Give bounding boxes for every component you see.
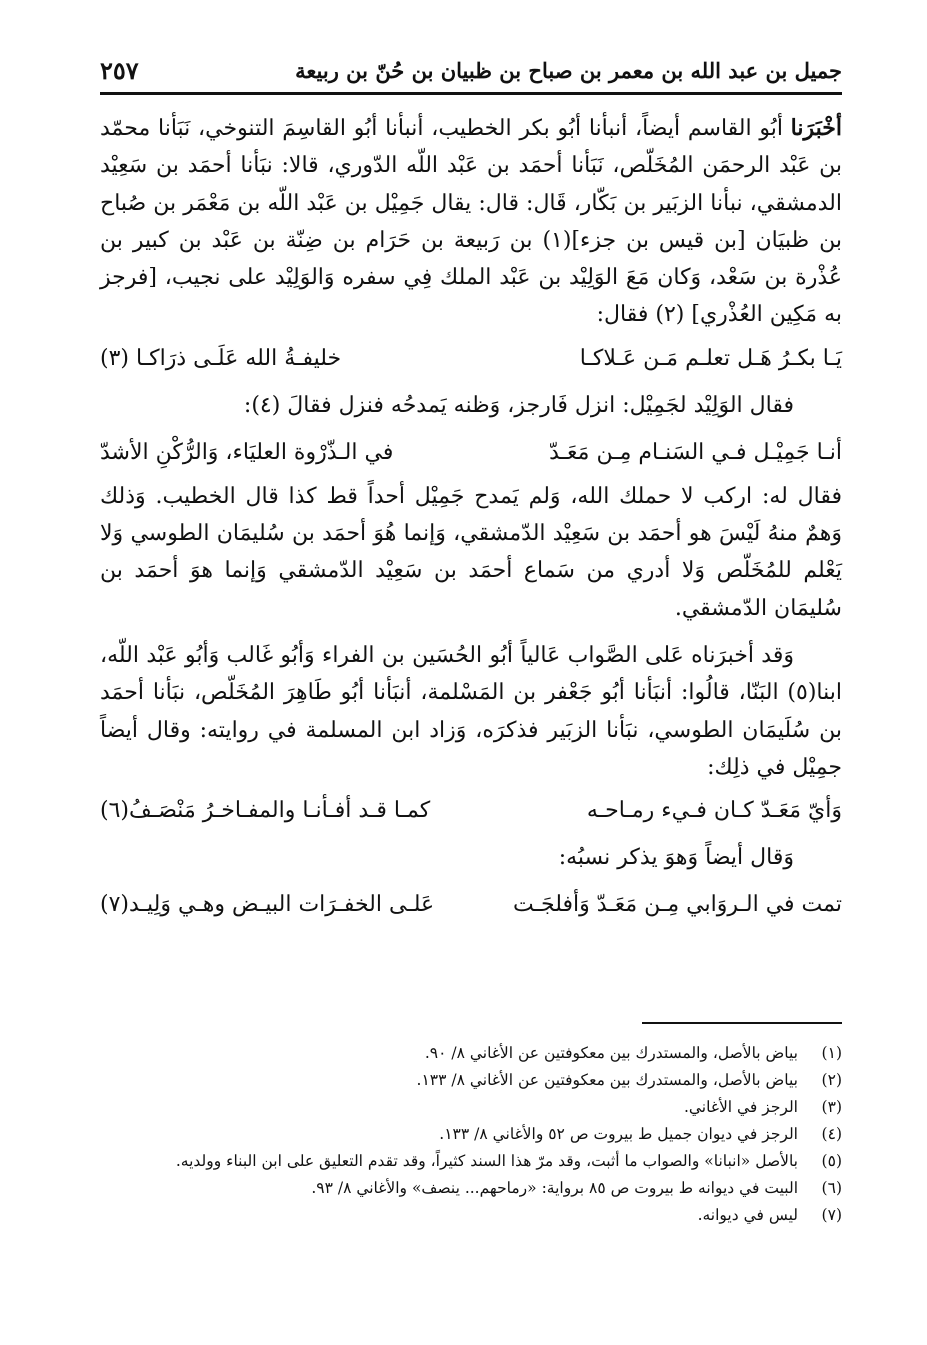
footnote [100, 1175, 842, 1202]
footnote [100, 1067, 842, 1094]
main-text [100, 110, 842, 930]
footnote [100, 1040, 842, 1067]
paragraph-4: وَقد أخبرَناه عَلى الصَّواب عَالياً أبُو الحُسَين بن الفراء وَأبُو غَالب وَأبُو عَبْد اللّه، ابنا(٥) البَنّا، قالُوا: أنبَأنا أبُو جَعْفر بن المَسْلمة، أنبَأنا أبُو طَاهِرَ المُخَلّص، نبَأنا أحمَد بن سُلَيمَان الطوسي، نبَأنا الزبَير فذكرَه، وَزاد ابن المسلمة في روايته: وقال أيضاً جمِيْل في ذلِك: [100, 642, 842, 780]
paragraph-1-text: أبُو القاسم أيضاً، أنبأنا أبُو بكر الخطيب، أنبأنا أبُو القاسِمَ التنوخي، نَبَأنا محمّد بن عَبْد الرحمَن المُخَلّص، نَبَأنا أحمَد بن عَبْد اللّه الدّوري، قالا: نبَأنا أحمَد بن سَعِيْد الدمشقي، نبأنا الزبَير بن بَكّار، قَال: قال: يقال جَمِيْل بن عَبْد اللّه بن مَعْمَر بن صُباح بن ظبيَان [بن قيس بن جزء](١) بن رَبيعة بن حَرَام بن ضِنّة بن عَبْد بن كبير بن عُذْرة بن سَعْد، وَكان مَعَ الوَلِيْد بن عَبْد الملك فِي سفره وَالوَلِيْد على نجيب، [فرجز به مَكِين العُذْري] (٢) فقال: [100, 116, 843, 328]
footnotes [100, 1040, 842, 1229]
footnote-number: (٤) [821, 1125, 842, 1143]
footnote [100, 1148, 842, 1175]
running-title: جميل بن عبد الله بن معمر بن صباح بن ظبيان بن حُنّ بن ربيعة [295, 58, 842, 83]
footnote-text: الرجز في الأغاني. [683, 1098, 798, 1116]
verse-1 [100, 336, 842, 382]
footnote-rule [642, 1022, 842, 1024]
footnote-text: الرجز في ديوان جميل ط بيروت ص ٥٢ والأغاني ٨/ ١٣٣. [439, 1125, 798, 1143]
verse-3 [100, 788, 842, 834]
verse-2-second-hemistich: في الـذّرْوة العليَاء، وَالرُّكْنِ الأشدّ [100, 439, 394, 465]
footnote-text: بياض بالأصل، والمستدرك بين معكوفتين عن الأغاني ٨/ ١٣٣. [416, 1071, 798, 1089]
paragraph-2: فقال الوَلِيْد لجَمِيْل: انزل فَارجز، وَظنه يَمدحُه فنزل فقالَ (٤): [243, 392, 794, 418]
verse-4-second-hemistich: عَلـى الخفـرَات البيـض وهـي وَلِيـد(٧) [100, 892, 435, 918]
page-header [100, 52, 842, 92]
footnote [100, 1202, 842, 1229]
page-number: ٢٥٧ [100, 56, 139, 85]
footnote-text: ليس في ديوانه. [697, 1206, 798, 1224]
verse-4 [100, 882, 842, 928]
paragraph-3: فقال له: اركب لا حملك الله، وَلم يَمدح جَمِيْل أحداً قط كذا قال الخطيب. وَذلك وَهمٌ منهُ لَيْسَ هو أحمَد بن سَعِيْد الدّمشقي، وَإنما هُوَ أحمَد بن سُليمَان الطوسي وَلا يَعْلم للمُخَلّص وَلا أدري من سَماع أحمَد بن سَعِيْد الدّمشقي وَإنما هوَ أحمَد بن سُليمَان الدّمشقي. [100, 483, 842, 621]
verse-1-second-hemistich: خليفـةُ الله عَلَـى ذرَاكـا (٣) [100, 345, 342, 371]
header-rule [100, 92, 842, 95]
verse-2 [100, 430, 842, 476]
paragraph-5: وَقال أيضاً وَهوَ يذكر نسبُه: [558, 845, 794, 871]
footnote-number: (٦) [821, 1179, 842, 1197]
footnote-number: (٢) [821, 1071, 842, 1089]
footnote-number: (١) [821, 1044, 842, 1062]
lead-word: أخْبَرَنا [790, 115, 842, 141]
paragraph-1 [100, 110, 842, 334]
footnote [100, 1121, 842, 1148]
footnote-text: بياض بالأصل، والمستدرك بين معكوفتين عن الأغاني ٨/ ٩٠. [424, 1044, 798, 1062]
footnote-text: البيت في ديوانه ط بيروت ص ٨٥ برواية: «رماحهم... ينصف» والأغاني ٨/ ٩٣. [311, 1179, 798, 1197]
footnote-number: (٣) [821, 1098, 842, 1116]
verse-4-first-hemistich: تمت في الـروَابي مِـن مَعَـدّ وَأفلجَـت [512, 892, 842, 918]
footnote-number: (٧) [821, 1206, 842, 1224]
footnote [100, 1094, 842, 1121]
verse-1-first-hemistich: يَـا بكـرُ هَـل تعلـم مَـن عَـلاكـا [579, 345, 842, 371]
verse-3-first-hemistich: وَأيّ مَعَـدّ كـان فـيء رمـاحـه [586, 798, 842, 824]
footnote-number: (٥) [821, 1152, 842, 1170]
verse-3-second-hemistich: كمـا قـد أفـأنـا والمفـاخـرُ مَنْصَـفُ(٦) [100, 798, 431, 824]
footnote-text: بالأصل «انبانا» والصواب ما أثبت، وقد مرّ هذا السند كثيراً، وقد تقدم التعليق على ابن البناء وولديه. [175, 1152, 798, 1170]
verse-2-first-hemistich: أنـا جَمِيْـل فـي السَنـام مِـن مَعَـدّ [549, 439, 842, 465]
